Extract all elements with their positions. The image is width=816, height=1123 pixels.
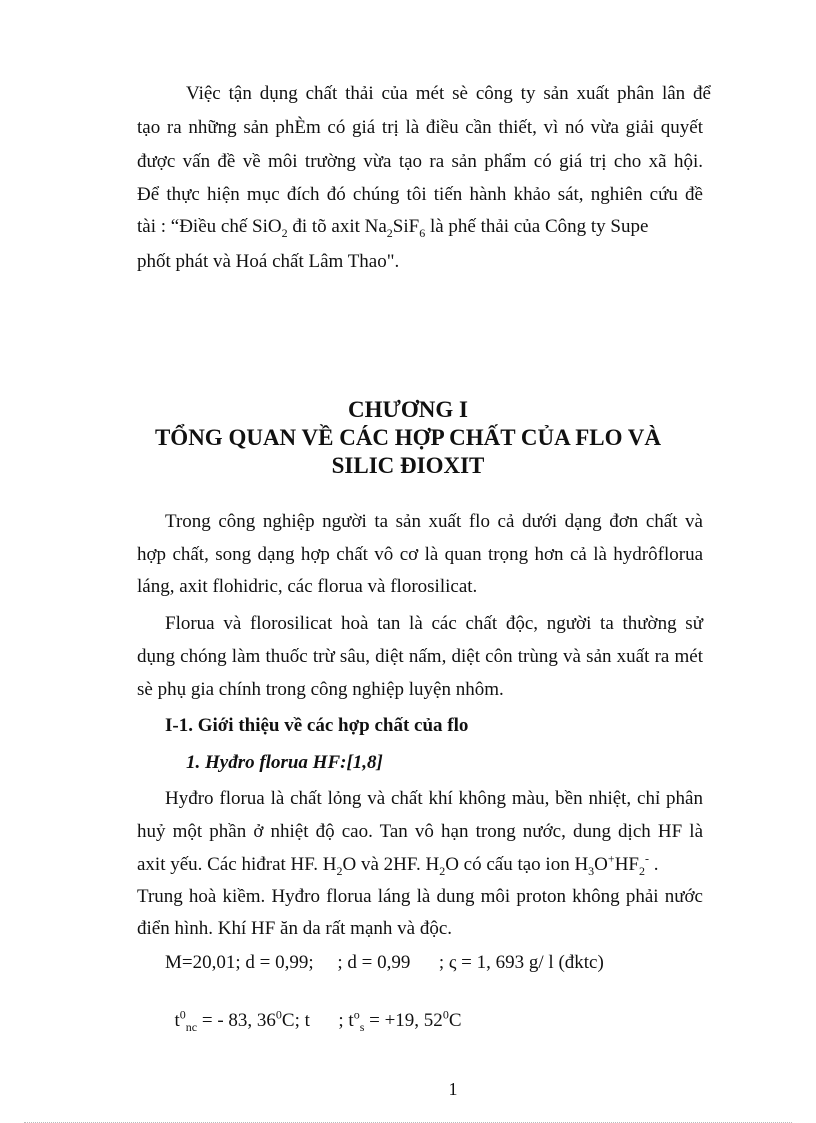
para3-line3: sè phụ gia chính trong công nghiệp luyện nhôm. xyxy=(137,679,504,700)
chapter-title-line2: SILIC ĐIOXIT xyxy=(331,453,485,478)
para1-line1: Việc tận dụng chất thải của mét sè công ty sản xuất phân lân để xyxy=(186,83,711,104)
para2-line1: Trong công nghiệp người ta sản xuất flo cả dưới dạng đơn chất và xyxy=(165,511,703,532)
para4-line3: axit yếu. Các hiđrat HF. $H_2O$ và 2HF. $H_2O$ có cấu tạo ion $H_3O^+HF_2^-$ . xyxy=(137,851,659,878)
para2-line2: hợp chất, song dạng hợp chất vô cơ là quan trọng hơn cả là hydrôflorua xyxy=(137,544,703,565)
para1-line5: tài : “Điều chế SiO$_2$ đi tõ axit $Na_2SiF_6$ là phế thải của Công ty Supe xyxy=(137,216,649,240)
para3-line2: dụng chóng làm thuốc trừ sâu, diệt nấm, diệt côn trùng và sản xuất ra mét xyxy=(137,646,703,667)
subsection-heading: 1. Hyđro florua HF:[1,8] xyxy=(186,752,383,773)
para4-line2: huỷ một phần ở nhiệt độ cao. Tan vô hạn trong nước, dung dịch HF là xyxy=(137,821,703,842)
para3-line1: Florua và florosilicat hoà tan là các chất độc, người ta thường sử xyxy=(165,613,703,634)
para1-line6: phốt phát và Hoá chất Lâm Thao". xyxy=(137,251,400,272)
para1-line4: Để thực hiện mục đích đó chúng tôi tiến hành khảo sát, nghiên cứu đề xyxy=(137,184,703,205)
para1-line2: tạo ra những sản phÈm có giá trị là điều cần thiết, vì nó vừa giải quyết xyxy=(137,117,703,138)
para4-line1: Hyđro florua là chất lỏng và chất khí không màu, bền nhiệt, chỉ phân xyxy=(165,788,703,809)
para4-line4: Trung hoà kiềm. Hyđro florua láng là dung môi proton không phải nước xyxy=(137,886,703,907)
properties-line1: M=20,01; d = 0,99; ; d = 0,99 ; ς = 1, 693 g/ l (đktc) xyxy=(165,952,604,973)
chapter-title-line1: TỔNG QUAN VỀ CÁC HỢP CHẤT CỦA FLO VÀ xyxy=(154,425,662,450)
para1-line3: được vấn đề về môi trường vừa tạo ra sản phẩm có giá trị cho xã hội. xyxy=(137,151,703,172)
section-heading: I-1. Giới thiệu về các hợp chất của flo xyxy=(165,715,469,736)
properties-line2: $t^0_{nc}$ = - 83, $36^0C$; t ; $t^o_s = +19$, $52^0C$ xyxy=(174,1007,462,1034)
page-number: 1 xyxy=(448,1079,458,1099)
chapter-label: CHƯƠNG I xyxy=(348,397,468,422)
para2-line3: láng, axit flohidric, các florua và florosilicat. xyxy=(137,576,478,597)
para4-line5: điển hình. Khí HF ăn da rất mạnh và độc. xyxy=(137,918,453,939)
